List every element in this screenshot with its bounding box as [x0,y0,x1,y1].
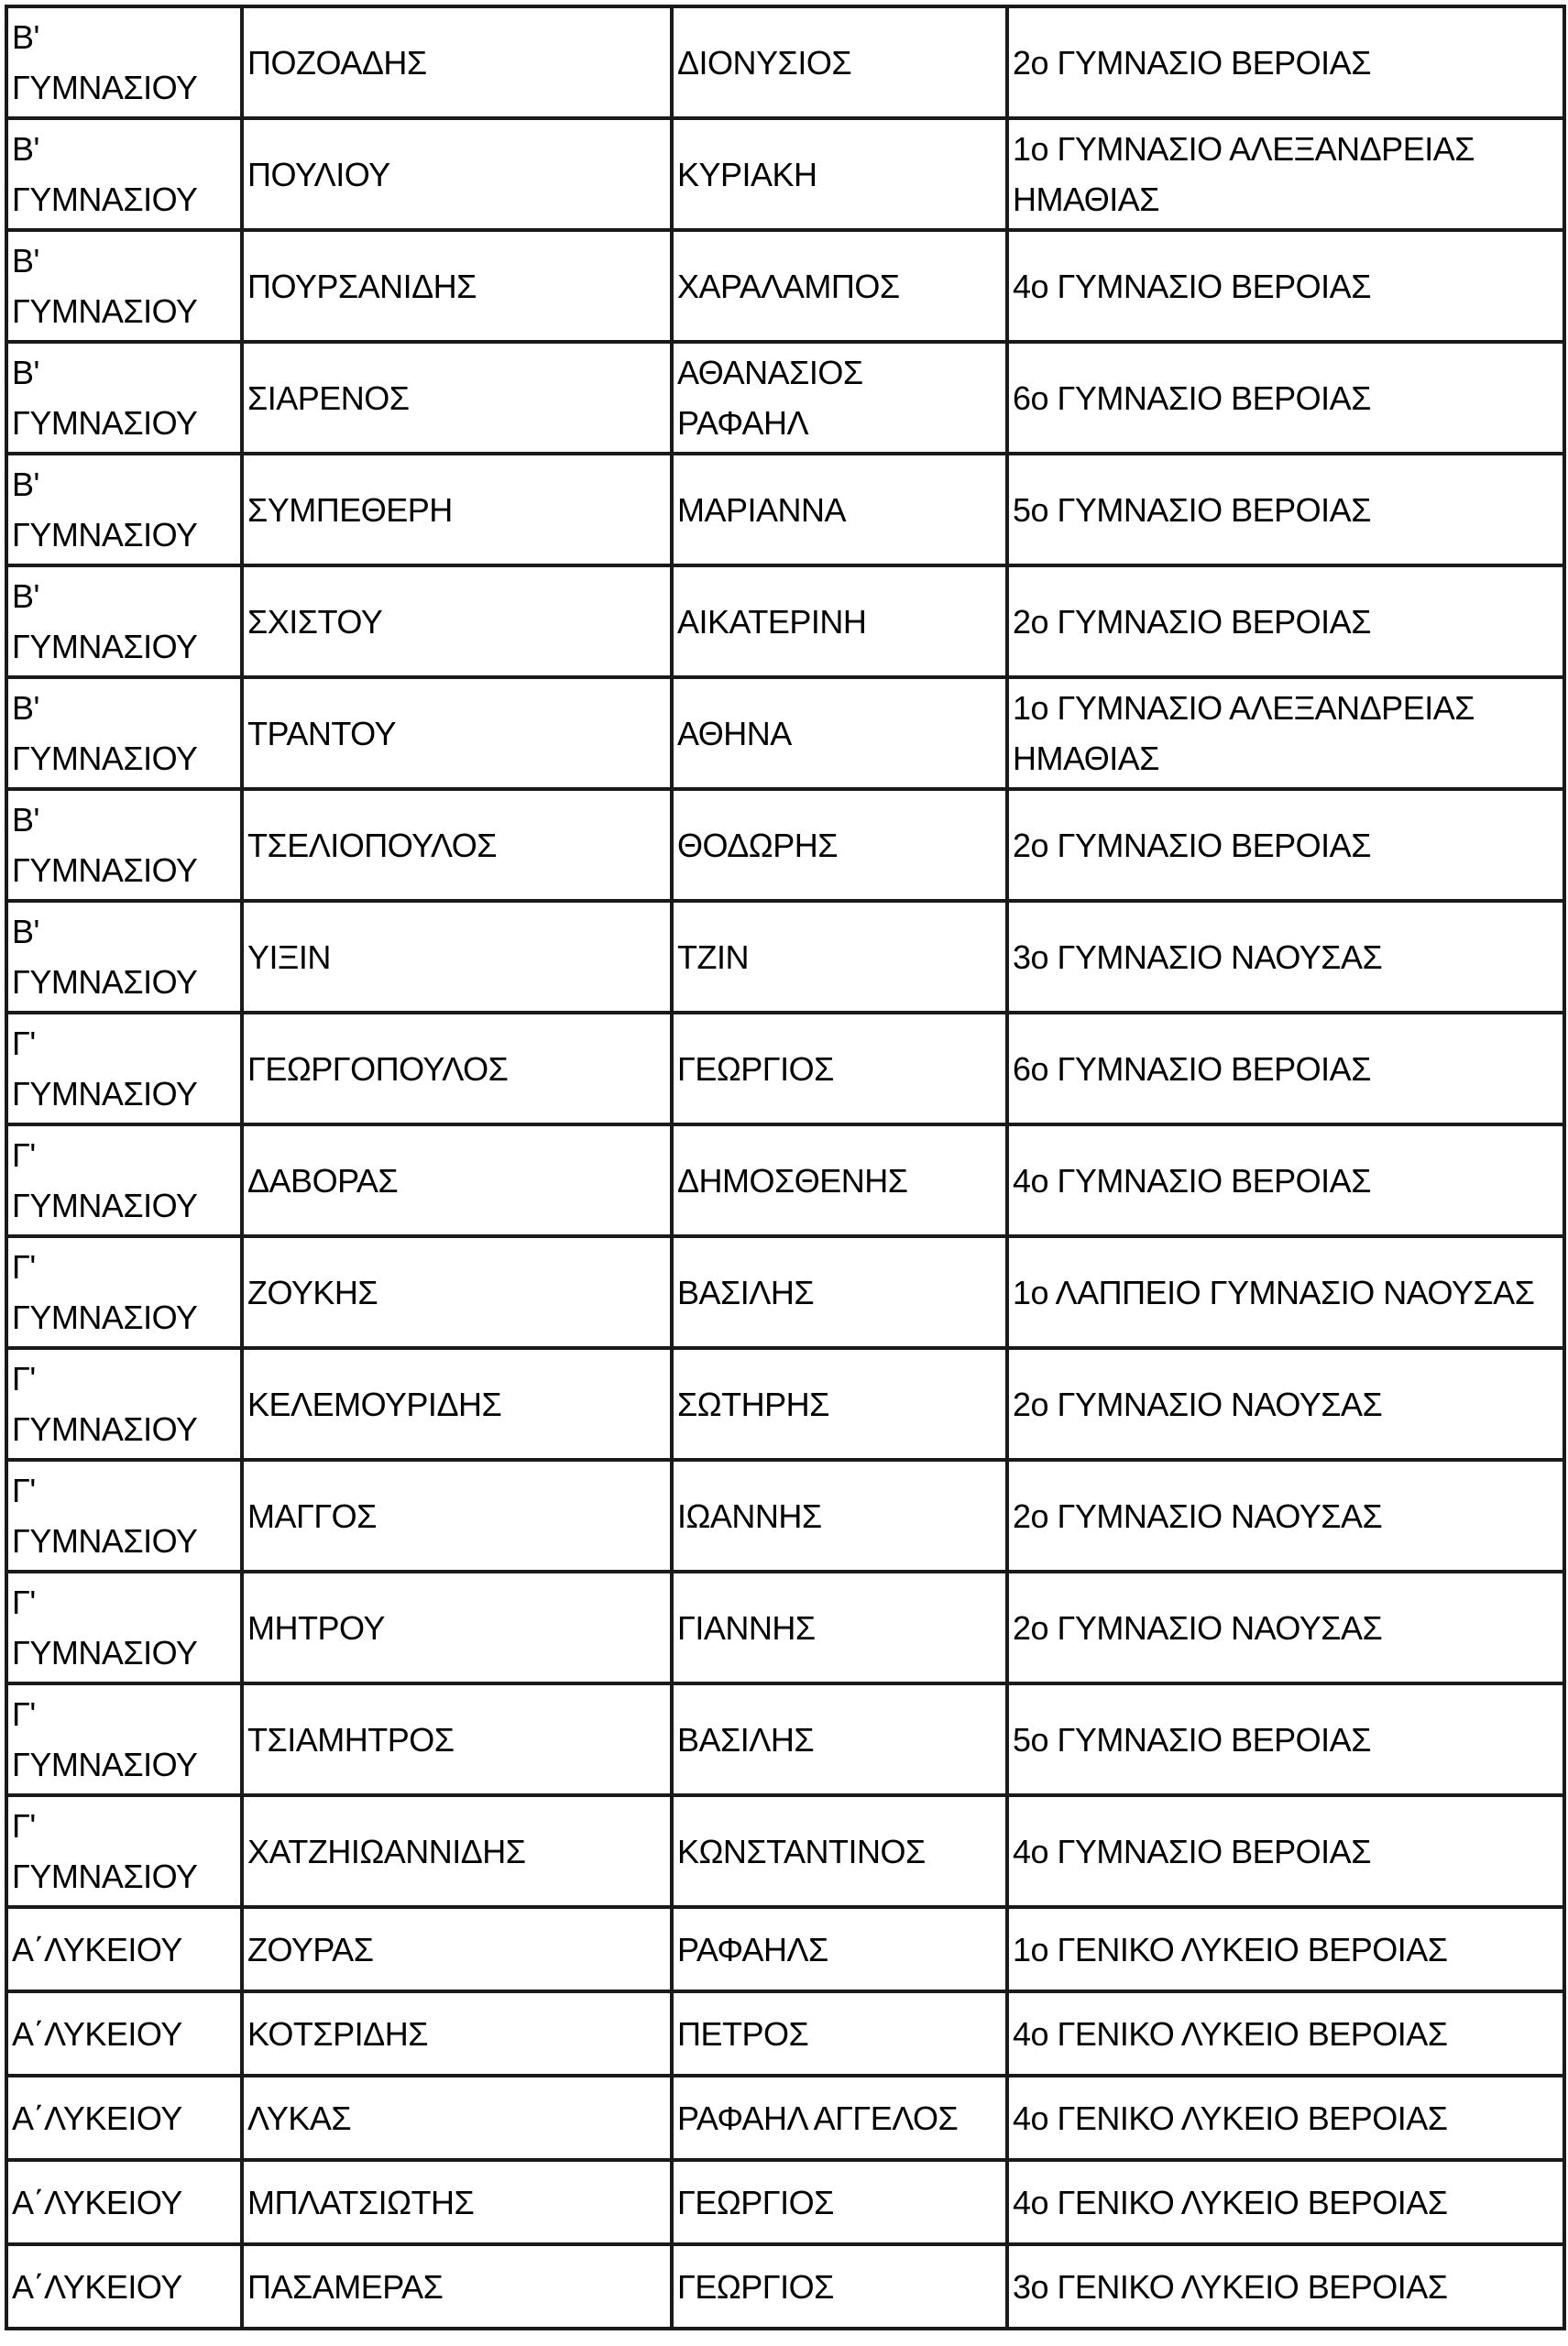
school-cell: 4ο ΓΕΝΙΚΟ ΛΥΚΕΙΟ ΒΕΡΟΙΑΣ [1007,1991,1564,2076]
surname-cell: ΥΙΞΙΝ [242,901,672,1013]
surname-cell: ΔΑΒΟΡΑΣ [242,1124,672,1236]
class-text: ΓΥΜΝΑΣΙΟΥ [12,963,198,1001]
school-cell: 2ο ΓΥΜΝΑΣΙΟ ΒΕΡΟΙΑΣ [1007,789,1564,901]
surname-cell: ΤΣΙΑΜΗΤΡΟΣ [242,1683,672,1795]
school-cell: 1ο ΓΥΜΝΑΣΙΟ ΑΛΕΞΑΝΔΡΕΙΑΣ ΗΜΑΘΙΑΣ [1007,118,1564,230]
table-row [6,1795,1564,1907]
first-name-cell: ΔΙΟΝΥΣΙΟΣ [672,6,1007,118]
school-cell: 2ο ΓΥΜΝΑΣΙΟ ΒΕΡΟΙΑΣ [1007,565,1564,677]
class-text: ΓΥΜΝΑΣΙΟΥ [12,1522,198,1560]
table-row [6,1348,1564,1460]
class-cell [6,6,242,118]
table-row [6,1991,1564,2076]
class-text: ΓΥΜΝΑΣΙΟΥ [12,1858,198,1895]
class-text: ΓΥΜΝΑΣΙΟΥ [12,1299,198,1336]
surname-cell: ΜΗΤΡΟΥ [242,1572,672,1683]
surname-cell: ΣΙΑΡΕΝΟΣ [242,342,672,454]
table-row [6,454,1564,565]
school-cell: 5ο ΓΥΜΝΑΣΙΟ ΒΕΡΟΙΑΣ [1007,454,1564,565]
first-name-cell: ΔΗΜΟΣΘΕΝΗΣ [672,1124,1007,1236]
first-name-cell: ΓΙΑΝΝΗΣ [672,1572,1007,1683]
surname-cell: ΤΡΑΝΤΟΥ [242,677,672,789]
class-text: ΓΥΜΝΑΣΙΟΥ [12,740,198,777]
class-text: Β' [12,466,39,503]
surname-cell: ΓΕΩΡΓΟΠΟΥΛΟΣ [242,1013,672,1124]
school-cell: 6ο ΓΥΜΝΑΣΙΟ ΒΕΡΟΙΑΣ [1007,1013,1564,1124]
school-cell: 4ο ΓΥΜΝΑΣΙΟ ΒΕΡΟΙΑΣ [1007,1124,1564,1236]
surname-cell: ΖΟΥΡΑΣ [242,1907,672,1991]
class-cell [6,454,242,565]
class-cell [6,2244,242,2329]
first-name-cell: ΚΩΝΣΤΑΝΤΙΝΟΣ [672,1795,1007,1907]
school-cell: 4ο ΓΕΝΙΚΟ ΛΥΚΕΙΟ ΒΕΡΟΙΑΣ [1007,2160,1564,2244]
first-name-cell: ΒΑΣΙΛΗΣ [672,1683,1007,1795]
class-cell [6,789,242,901]
class-cell [6,2076,242,2160]
class-text: Α΄ΛΥΚΕΙΟΥ [12,2014,182,2053]
class-text: Β' [12,130,39,168]
class-cell [6,1124,242,1236]
table-row [6,1572,1564,1683]
school-cell: 4ο ΓΥΜΝΑΣΙΟ ΒΕΡΟΙΑΣ [1007,230,1564,342]
surname-cell: ΖΟΥΚΗΣ [242,1236,672,1348]
surname-cell: ΠΟΥΛΙΟΥ [242,118,672,230]
class-text: Γ' [12,1360,36,1398]
class-cell [6,677,242,789]
class-cell [6,230,242,342]
school-cell: 1ο ΛΑΠΠΕΙΟ ΓΥΜΝΑΣΙΟ ΝΑΟΥΣΑΣ [1007,1236,1564,1348]
class-text: ΓΥΜΝΑΣΙΟΥ [12,1634,198,1672]
class-text: Α΄ΛΥΚΕΙΟΥ [12,2183,182,2221]
class-cell [6,118,242,230]
class-text: Γ' [12,1025,36,1062]
school-cell: 3ο ΓΥΜΝΑΣΙΟ ΝΑΟΥΣΑΣ [1007,901,1564,1013]
surname-cell: ΚΕΛΕΜΟΥΡΙΔΗΣ [242,1348,672,1460]
school-cell: 2ο ΓΥΜΝΑΣΙΟ ΒΕΡΟΙΑΣ [1007,6,1564,118]
class-cell [6,2160,242,2244]
first-name-cell: ΒΑΣΙΛΗΣ [672,1236,1007,1348]
class-cell [6,1460,242,1572]
class-text: ΓΥΜΝΑΣΙΟΥ [12,851,198,889]
student-roster-table [5,5,1566,2330]
table-row [6,6,1564,118]
surname-cell: ΜΠΛΑΤΣΙΩΤΗΣ [242,2160,672,2244]
first-name-cell: ΚΥΡΙΑΚΗ [672,118,1007,230]
surname-cell: ΠΑΣΑΜΕΡΑΣ [242,2244,672,2329]
first-name-cell: ΣΩΤΗΡΗΣ [672,1348,1007,1460]
class-text: ΓΥΜΝΑΣΙΟΥ [12,628,198,665]
class-cell [6,1907,242,1991]
surname-cell: ΠΟΖΟΑΔΗΣ [242,6,672,118]
school-cell: 1ο ΓΕΝΙΚΟ ΛΥΚΕΙΟ ΒΕΡΟΙΑΣ [1007,1907,1564,1991]
table-row [6,342,1564,454]
class-text: ΓΥΜΝΑΣΙΟΥ [12,181,198,218]
class-text: Β' [12,354,39,391]
class-text: Γ' [12,1136,36,1174]
first-name-cell: ΙΩΑΝΝΗΣ [672,1460,1007,1572]
class-cell [6,1991,242,2076]
surname-cell: ΤΣΕΛΙΟΠΟΥΛΟΣ [242,789,672,901]
class-text: Β' [12,577,39,615]
school-cell: 4ο ΓΥΜΝΑΣΙΟ ΒΕΡΟΙΑΣ [1007,1795,1564,1907]
first-name-cell: ΜΑΡΙΑΝΝΑ [672,454,1007,565]
class-cell [6,1236,242,1348]
class-text: Β' [12,242,39,280]
roster-body [6,6,1564,2329]
surname-cell: ΠΟΥΡΣΑΝΙΔΗΣ [242,230,672,342]
table-row [6,2076,1564,2160]
first-name-cell: ΑΘΑΝΑΣΙΟΣ ΡΑΦΑΗΛ [672,342,1007,454]
class-cell [6,1013,242,1124]
table-row [6,1236,1564,1348]
class-cell [6,1348,242,1460]
table-row [6,118,1564,230]
class-text: Β' [12,801,39,839]
first-name-cell: ΧΑΡΑΛΑΜΠΟΣ [672,230,1007,342]
table-row [6,677,1564,789]
class-text: ΓΥΜΝΑΣΙΟΥ [12,1410,198,1448]
first-name-cell: ΤΖΙΝ [672,901,1007,1013]
surname-cell: ΣΧΙΣΤΟΥ [242,565,672,677]
table-row [6,565,1564,677]
table-row [6,2244,1564,2329]
first-name-cell: ΘΟΔΩΡΗΣ [672,789,1007,901]
table-row [6,1124,1564,1236]
class-cell [6,1683,242,1795]
table-row [6,2160,1564,2244]
class-cell [6,565,242,677]
school-cell: 5ο ΓΥΜΝΑΣΙΟ ΒΕΡΟΙΑΣ [1007,1683,1564,1795]
school-cell: 2ο ΓΥΜΝΑΣΙΟ ΝΑΟΥΣΑΣ [1007,1460,1564,1572]
surname-cell: ΜΑΓΓΟΣ [242,1460,672,1572]
class-text: ΓΥΜΝΑΣΙΟΥ [12,1746,198,1783]
table-row [6,901,1564,1013]
table-row [6,789,1564,901]
school-cell: 3ο ΓΕΝΙΚΟ ΛΥΚΕΙΟ ΒΕΡΟΙΑΣ [1007,2244,1564,2329]
first-name-cell: ΑΙΚΑΤΕΡΙΝΗ [672,565,1007,677]
class-text: ΓΥΜΝΑΣΙΟΥ [12,404,198,442]
class-text: Β' [12,18,39,56]
school-cell: 1ο ΓΥΜΝΑΣΙΟ ΑΛΕΞΑΝΔΡΕΙΑΣ ΗΜΑΘΙΑΣ [1007,677,1564,789]
first-name-cell: ΓΕΩΡΓΙΟΣ [672,2160,1007,2244]
table-row [6,1683,1564,1795]
table-row [6,230,1564,342]
first-name-cell: ΑΘΗΝΑ [672,677,1007,789]
school-cell: 6ο ΓΥΜΝΑΣΙΟ ΒΕΡΟΙΑΣ [1007,342,1564,454]
surname-cell: ΧΑΤΖΗΙΩΑΝΝΙΔΗΣ [242,1795,672,1907]
table-row [6,1013,1564,1124]
class-cell [6,1572,242,1683]
first-name-cell: ΡΑΦΑΗΛΣ [672,1907,1007,1991]
class-text: Α΄ΛΥΚΕΙΟΥ [12,2099,182,2137]
class-text: Γ' [12,1584,36,1621]
class-text: Γ' [12,1472,36,1509]
class-text: ΓΥΜΝΑΣΙΟΥ [12,292,198,330]
surname-cell: ΣΥΜΠΕΘΕΡΗ [242,454,672,565]
class-cell [6,1795,242,1907]
class-text: Γ' [12,1695,36,1733]
class-text: Α΄ΛΥΚΕΙΟΥ [12,2267,182,2306]
surname-cell: ΚΟΤΣΡΙΔΗΣ [242,1991,672,2076]
first-name-cell: ΓΕΩΡΓΙΟΣ [672,1013,1007,1124]
school-cell: 2ο ΓΥΜΝΑΣΙΟ ΝΑΟΥΣΑΣ [1007,1348,1564,1460]
class-cell [6,342,242,454]
first-name-cell: ΡΑΦΑΗΛ ΑΓΓΕΛΟΣ [672,2076,1007,2160]
class-text: Γ' [12,1248,36,1286]
class-cell [6,901,242,1013]
class-text: Α΄ΛΥΚΕΙΟΥ [12,1930,182,1968]
first-name-cell: ΓΕΩΡΓΙΟΣ [672,2244,1007,2329]
class-text: ΓΥΜΝΑΣΙΟΥ [12,1187,198,1224]
table-row [6,1460,1564,1572]
table-row [6,1907,1564,1991]
class-text: Γ' [12,1807,36,1845]
class-text: Β' [12,913,39,950]
surname-cell: ΛΥΚΑΣ [242,2076,672,2160]
school-cell: 4ο ΓΕΝΙΚΟ ΛΥΚΕΙΟ ΒΕΡΟΙΑΣ [1007,2076,1564,2160]
class-text: ΓΥΜΝΑΣΙΟΥ [12,1075,198,1113]
class-text: Β' [12,689,39,727]
school-cell: 2ο ΓΥΜΝΑΣΙΟ ΝΑΟΥΣΑΣ [1007,1572,1564,1683]
class-text: ΓΥΜΝΑΣΙΟΥ [12,69,198,106]
first-name-cell: ΠΕΤΡΟΣ [672,1991,1007,2076]
class-text: ΓΥΜΝΑΣΙΟΥ [12,516,198,554]
